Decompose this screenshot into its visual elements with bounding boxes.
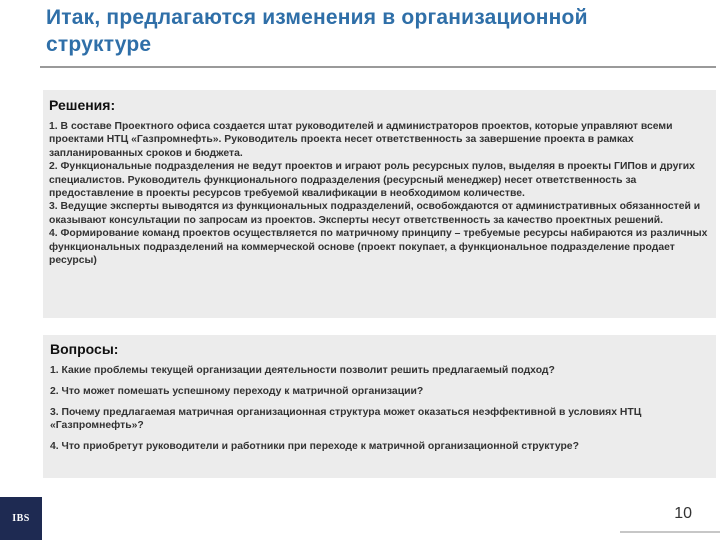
page-number: 10 <box>674 505 692 522</box>
question-item: 1. Какие проблемы текущей организации деятельности позволит решить предлагаемый подход? <box>50 365 555 376</box>
solution-item: 1. В составе Проектного офиса создается штат руководителей и администраторов проектов, которые управляют всеми проектами НТЦ «Газпромнефть». Руководитель проекта несет ответственность за завершение проекта в рамках запланированных сроков и бюджета. <box>49 121 673 159</box>
solutions-heading: Решения: <box>49 97 116 113</box>
question-item: 3. Почему предлагаемая матричная организационная структура может оказаться неэффективной в условиях НТЦ «Газпромнефть»? <box>50 406 642 432</box>
title-divider <box>40 66 716 68</box>
solution-item: 2. Функциональные подразделения не ведут проектов и играют роль ресурсных пулов, выделяя в проекты ГИПов и других специалистов. Руководитель функционального подразделения (ресурсный менеджер) несет ответственность за предоставление в проекты ресурсов требуемой квалификации в необходимом количестве. <box>49 161 695 200</box>
question-item: 2. Что может помешать успешному переходу к матричной организации? <box>50 385 424 397</box>
ibs-logo <box>0 497 42 540</box>
logo-text: IBS <box>12 513 30 524</box>
solution-item: 4. Формирование команд проектов осуществляется по матричному принципу – требуемые ресурсы набираются из различных функциональных подразделений на коммерческой основе (проект покупает, а функциональное подразделение продает ресурсы) <box>49 228 708 267</box>
slide-title: Итак, предлагаются изменения в организационной структуре <box>46 6 588 56</box>
footer-divider <box>620 531 720 533</box>
solutions-panel <box>43 90 716 318</box>
question-item: 4. Что приобретут руководители и работники при переходе к матричной организационной структуре? <box>50 441 579 453</box>
solution-item: 3. Ведущие эксперты выводятся из функциональных подразделений, освобождаются от административных обязанностей и оказывают консультации по запросам из проектов. Эксперты несут ответственность за качество проектных решений. <box>49 201 701 226</box>
questions-panel <box>43 335 716 478</box>
questions-heading: Вопросы: <box>50 341 119 357</box>
